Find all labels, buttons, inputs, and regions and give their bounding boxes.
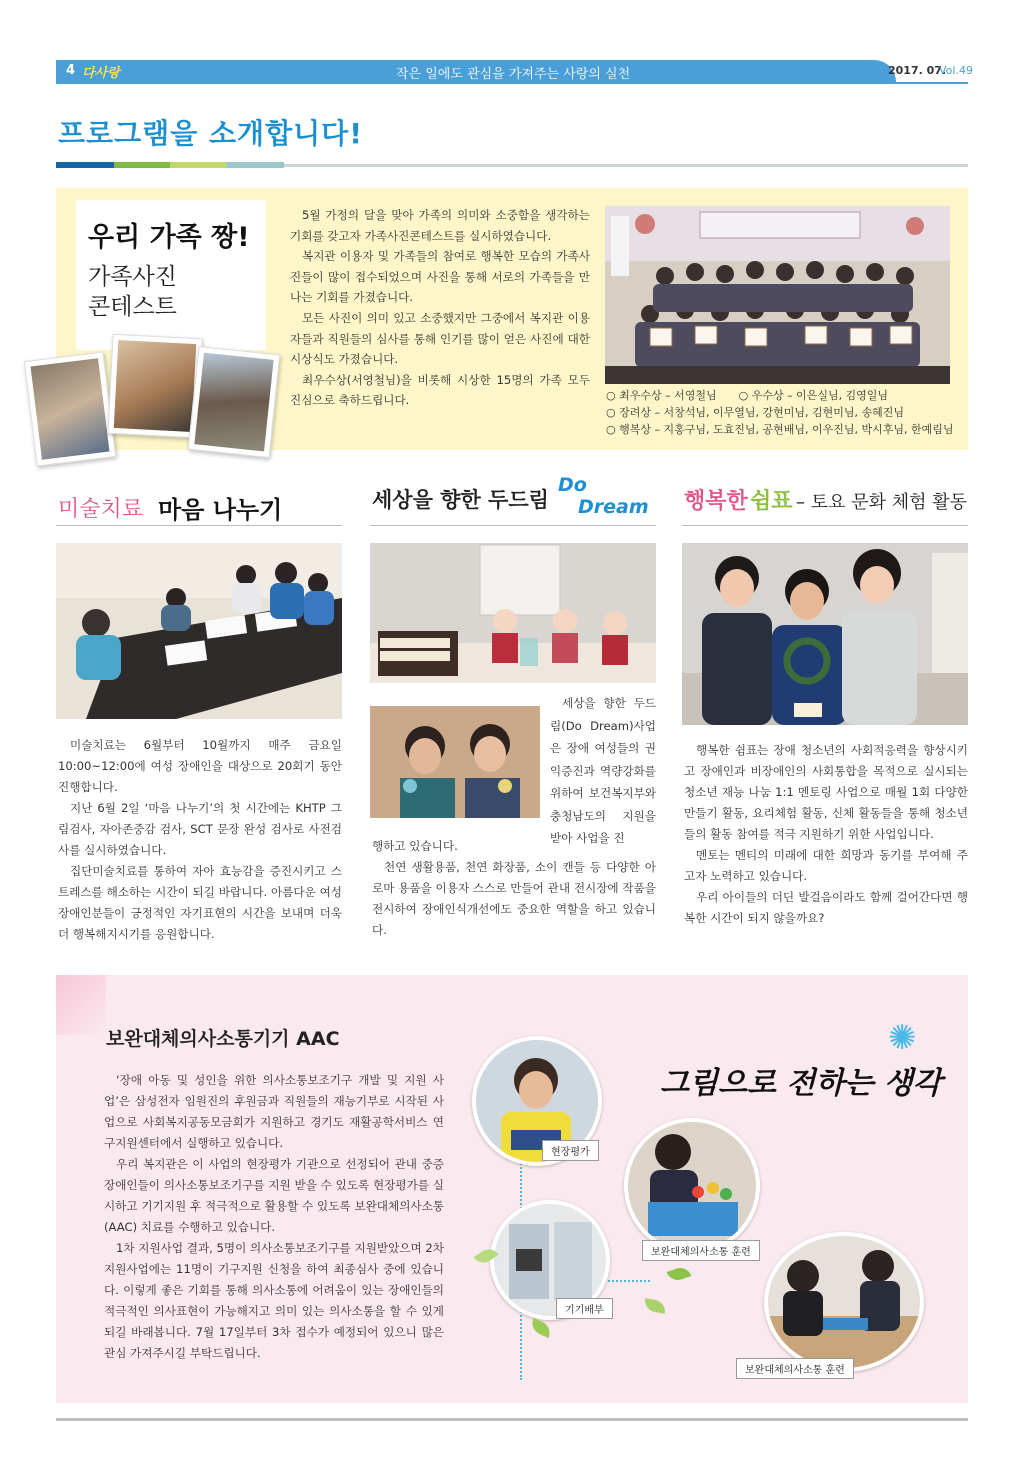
paragraph: 세상을 향한 두드림(Do Dream)사업은 장애 여성들의 권익증진과 역량강화를 위하여 보건복지부와 충청남도의 지원을 받아 사업을 진 xyxy=(550,696,656,845)
caption-aac-training-2: 보완대체의사소통 훈련 xyxy=(736,1358,854,1379)
paragraph: 우리 복지관은 이 사업의 현장평가 기관으로 선정되어 관내 중증장애인들이 의사소통보조기구를 지원 받을 수 있도록 현장평가를 실시하고 기기지원 후 적극적으로 활용할 수 있도록 보완대체의사소통(AAC) 치료를 수행하고 있습니다. xyxy=(104,1157,444,1234)
family-photo-image xyxy=(31,358,110,460)
aac-training-photo-2-graphic xyxy=(768,1236,920,1368)
dodream-title-en-dream: Dream xyxy=(578,496,649,518)
family-photo-image xyxy=(194,353,273,452)
caption-device-distribution: 기기배부 xyxy=(556,1298,613,1319)
art-therapy-photo xyxy=(56,543,342,719)
dodream-dolls-photo-graphic xyxy=(370,543,656,683)
family-contest-text xyxy=(290,205,590,411)
dodream-participants-photo xyxy=(370,706,540,818)
dodream-title: 세상을 향한 두드림 xyxy=(372,488,549,512)
paragraph: 천연 생활용품, 천연 화장품, 소이 캔들 등 다양한 아로마 용품을 이용자 스스로 만들어 관내 전시장에 작품을 전시하여 장애인식개선에도 중요한 역할을 하고 있습니다. xyxy=(372,860,656,937)
happy-rest-photo xyxy=(682,543,968,725)
family-contest-subtitle-line2: 콘테스트 xyxy=(88,294,177,320)
title-rule-line xyxy=(284,164,968,167)
title-rule-segment xyxy=(56,162,114,168)
family-contest-subtitle-line1: 가족사진 xyxy=(88,264,177,290)
newsletter-logo: 다사랑 xyxy=(82,66,120,81)
section-title: 프로그램을 소개합니다! xyxy=(58,117,363,150)
caption-field-evaluation: 현장평가 xyxy=(542,1140,599,1161)
paragraph: 멘토는 멘티의 미래에 대한 희망과 동기를 부여해 주고자 노력하고 있습니다. xyxy=(684,848,968,883)
paragraph-continuation: 행하고 있습니다. xyxy=(372,839,458,853)
winner-line: ○ 행복상 – 지홍구님, 도효진님, 공현배님, 이우진님, 박시후님, 한예림님 xyxy=(606,423,954,436)
paragraph: 모든 사진이 의미 있고 소중했지만 그중에서 복지관 이용자들과 직원들의 심사를 통해 인기를 많이 얻은 사진에 대한 시상식도 가졌습니다. xyxy=(290,310,590,367)
family-photo-image xyxy=(114,340,196,432)
award-group-photo-graphic xyxy=(605,206,950,384)
happy-rest-title-suffix: – 토요 문화 체험 활동 xyxy=(796,492,967,513)
happy-rest-text xyxy=(684,740,968,929)
award-group-photo xyxy=(605,206,950,384)
title-rule-segment xyxy=(114,162,170,168)
happy-rest-title-happy: 행복한 xyxy=(684,489,748,514)
paragraph: 행복한 쉼표는 장애 청소년의 사회적응력을 향상시키고 장애인과 비장애인의 사회통합을 목적으로 실시되는 청소년 재능 나눔 1:1 멘토링 사업으로 매월 1회 다양한 만들기 활동, 요리체험 활동, 신체 활동들을 통해 청소년들의 활동 참여를 적극 지원하기 위한 사업입니다. xyxy=(684,743,968,841)
page-header xyxy=(56,60,973,84)
header-bar-curve xyxy=(836,60,896,82)
art-therapy-title: 미술치료 xyxy=(58,497,144,522)
dodream-title-en-do: Do xyxy=(558,474,587,496)
happy-rest-photo-graphic xyxy=(682,543,968,725)
column-rule xyxy=(682,525,968,526)
dodream-text-wide xyxy=(372,836,656,941)
flower-icon: ✺ xyxy=(888,1018,917,1058)
paragraph: 미술치료는 6월부터 10월까지 매주 금요일 10:00~12:00에 여성 장애인을 대상으로 20회기 동안 진행합니다. xyxy=(58,738,342,794)
aac-panel-corner-decoration xyxy=(56,975,106,1035)
aac-training-photo-1-graphic xyxy=(628,1122,756,1250)
art-therapy-text xyxy=(58,735,342,945)
issue-volume: Vol.49 xyxy=(939,64,973,77)
aac-title: 보완대체의사소통기기 AAC xyxy=(106,1028,340,1050)
paragraph: 최우수상(서영철님)을 비롯해 시상한 15명의 가족 모두 진심으로 축하드립니다. xyxy=(290,372,590,408)
header-title: 작은 일에도 관심을 가져주는 사랑의 실천 xyxy=(396,67,631,82)
column-rule xyxy=(370,525,656,526)
column-rule xyxy=(56,525,342,526)
title-rule-segment xyxy=(226,162,284,168)
page-number: 4 xyxy=(66,63,76,78)
dodream-participants-photo-graphic xyxy=(370,706,540,818)
award-winners-list xyxy=(606,387,953,438)
dodream-text-narrow xyxy=(550,692,656,850)
issue-date: 2017. 07. xyxy=(888,64,947,77)
title-rule-segment xyxy=(170,162,226,168)
art-therapy-subtitle: 마음 나누기 xyxy=(158,496,283,524)
aac-heading: 그림으로 전하는 생각 xyxy=(660,1066,942,1101)
aac-training-photo-1 xyxy=(624,1118,760,1254)
paragraph: 5월 가정의 달을 맞아 가족의 의미와 소중함을 생각하는 기회를 갖고자 가족사진콘테스트를 실시하였습니다. xyxy=(290,208,590,243)
paragraph: 우리 아이들의 더딘 발걸음이라도 함께 걸어간다면 행복한 시간이 되지 않을까요? xyxy=(684,890,968,925)
art-therapy-photo-graphic xyxy=(56,543,342,719)
caption-aac-training-1: 보완대체의사소통 훈련 xyxy=(642,1240,760,1261)
paragraph: 복지관 이용자 및 가족들의 참여로 행복한 모습의 가족사진들이 많이 접수되었으며 사진을 통해 서로의 가족들을 만나는 기회를 가졌습니다. xyxy=(290,249,590,305)
header-line xyxy=(56,82,968,84)
family-photo-polaroid xyxy=(188,346,280,458)
family-contest-subtitle xyxy=(88,262,177,322)
family-photo-polaroid xyxy=(24,352,116,467)
happy-rest-title-rest: 쉼표 xyxy=(750,489,793,514)
paragraph: 1차 지원사업 결과, 5명이 의사소통보조기구를 지원받았으며 2차 지원사업에는 11명이 기구지원 신청을 하여 최종심사 중에 있습니다. 이렇게 좋은 기회를 통해 의사소통에 어려움이 있는 장애인들의 적극적인 의사표현이 가능해지고 의미 있는 의사소통을 할 수 있게 되길 바래봅니다. 7월 17일부터 3차 접수가 예정되어 있으니 많은 관심 가져주시길 부탁드립니다. xyxy=(104,1241,444,1360)
dodream-dolls-photo xyxy=(370,543,656,683)
winner-line: ○ 최우수상 – 서영철님 ○ 우수상 – 이은실님, 김영일님 xyxy=(606,389,889,402)
winner-line: ○ 장려상 – 서창석님, 이무열님, 강현미님, 김현미님, 송혜진님 xyxy=(606,406,904,419)
paragraph: 지난 6월 2일 ‘마음 나누기’의 첫 시간에는 KHTP 그림검사, 자아존중감 검사, SCT 문장 완성 검사로 사전검사를 실시하였습니다. xyxy=(58,801,342,857)
aac-text xyxy=(104,1070,444,1364)
aac-training-photo-2 xyxy=(764,1232,924,1372)
family-contest-heading: 우리 가족 짱! xyxy=(88,222,250,253)
paragraph: 집단미술치료를 통하여 자아 효능감을 증진시키고 스트레스를 해소하는 시간이 되길 바랍니다. 아름다운 여성 장애인분들이 긍정적인 자기표현의 시간을 보내며 더욱 더 행복해지시기를 응원합니다. xyxy=(58,864,342,941)
paragraph: ‘장애 아동 및 성인을 위한 의사소통보조기구 개발 및 지원 사업’은 삼성전자 임원진의 후원금과 직원들의 재능기부로 시작된 사업으로 사회복지공동모금회가 지원하고 경기도 재활공학서비스 연구지원센터에서 실행하고 있습니다. xyxy=(104,1073,444,1150)
family-photo-polaroid xyxy=(107,334,202,439)
footer-rule xyxy=(56,1418,968,1421)
